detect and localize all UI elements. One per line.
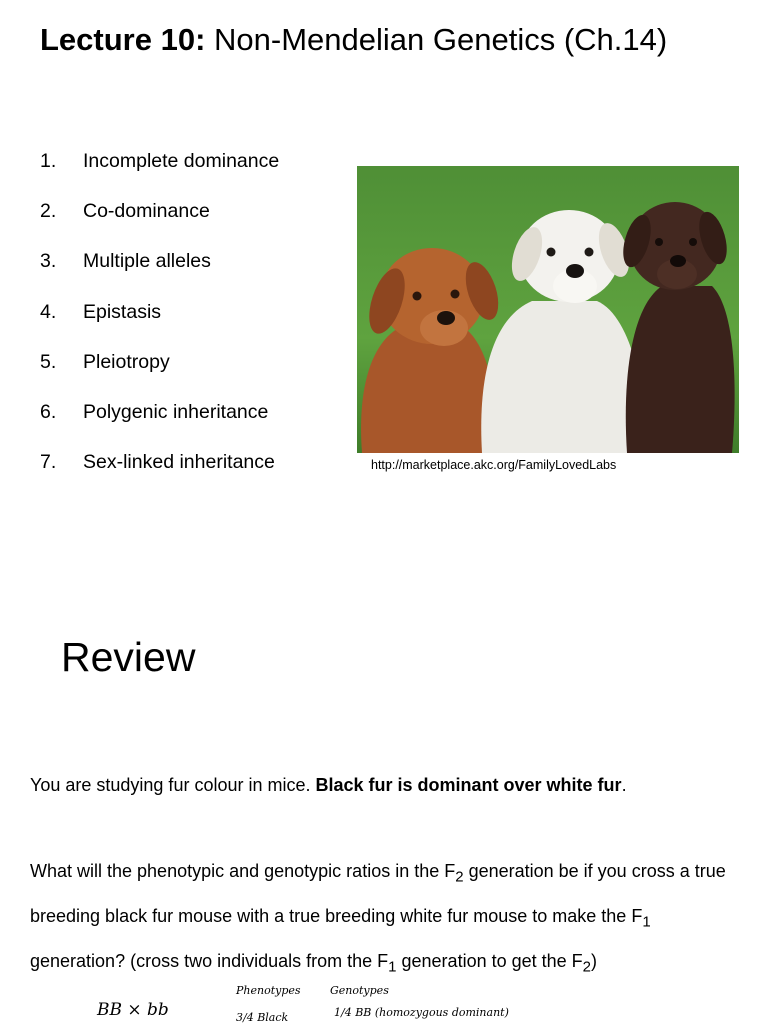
list-item — [40, 250, 279, 300]
list-label: Pleiotropy — [83, 350, 170, 373]
subscript: 1 — [642, 913, 651, 931]
question-part: generation be if you cross a true breeding black fur mouse with a true breeding white fur mouse to make the F — [30, 861, 726, 927]
handwritten-cross: BB × bb — [97, 1000, 169, 1020]
list-label: Sex-linked inheritance — [83, 451, 275, 474]
review-heading: Review — [61, 634, 196, 680]
list-number: 1. — [40, 150, 57, 172]
list-label: Multiple alleles — [83, 250, 211, 273]
question-part: What will the phenotypic and genotypic ratios in the F — [30, 861, 456, 881]
list-label: Polygenic inheritance — [83, 400, 269, 423]
photo-caption: http://marketplace.akc.org/FamilyLovedLabs — [371, 458, 617, 472]
list-label: Epistasis — [83, 300, 162, 323]
list-item — [40, 301, 279, 351]
list-number: 7. — [40, 451, 57, 474]
list-number: 6. — [40, 400, 57, 423]
question-part: ) — [591, 951, 597, 972]
list-number: 3. — [40, 250, 57, 273]
list-label: Co-dominance — [83, 200, 210, 223]
list-item — [40, 451, 279, 501]
handwritten-phenotype-ratio: 3/4 Black — [236, 1011, 289, 1024]
puppies-illustration — [357, 166, 739, 453]
subscript: 2 — [582, 958, 591, 976]
topic-list — [40, 150, 279, 501]
list-item — [40, 351, 279, 401]
question-part: generation to get the F — [396, 951, 583, 972]
lecture-title — [40, 22, 667, 58]
list-number: 5. — [40, 350, 57, 373]
question-part: generation? (cross two individuals from the F — [30, 951, 389, 972]
handwritten-genotypes-label: Genotypes — [330, 984, 389, 997]
intro-period: . — [621, 775, 627, 795]
subscript: 1 — [388, 958, 397, 976]
question-intro — [30, 775, 627, 796]
list-item — [40, 150, 279, 200]
intro-bold-text: Black fur is dominant over white fur — [315, 775, 622, 795]
list-number: 2. — [40, 200, 57, 223]
handwritten-genotype-ratio: 1/4 BB (homozygous dominant) — [334, 1006, 509, 1019]
list-item — [40, 200, 279, 250]
handwritten-phenotypes-label: Phenotypes — [236, 984, 301, 997]
intro-text: You are studying fur colour in mice. — [30, 775, 316, 795]
lecture-topic: Non-Mendelian Genetics (Ch.14) — [214, 22, 668, 57]
puppies-photo — [357, 166, 739, 453]
list-number: 4. — [40, 300, 57, 323]
list-item — [40, 401, 279, 451]
subscript: 2 — [455, 868, 464, 886]
lecture-number: Lecture 10: — [40, 22, 206, 57]
list-label: Incomplete dominance — [83, 150, 280, 172]
question-text — [30, 852, 740, 987]
